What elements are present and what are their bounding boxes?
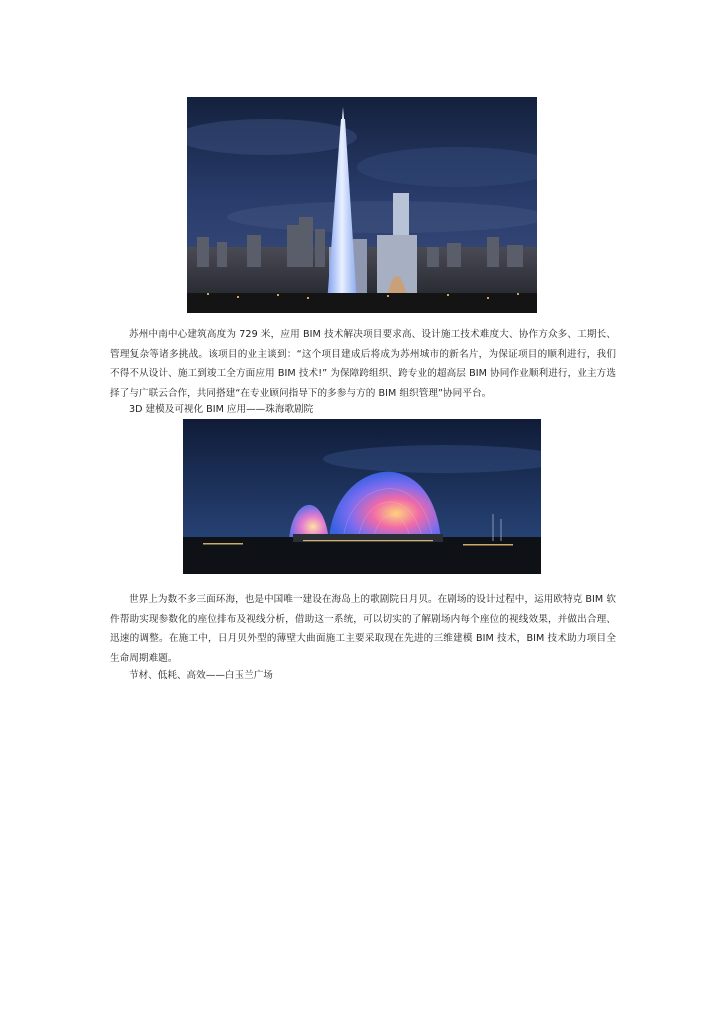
opera-house-photo [183,419,541,574]
caption-baiyulan: 节材、低耗、高效——白玉兰广场 [129,670,273,681]
caption-zhuhai: 3D 建模及可视化 BIM 应用——珠海歌剧院 [129,404,314,415]
paragraph-zhuhai-opera: 世界上为数不多三面环海，也是中国唯一建设在海岛上的歌剧院日月贝。在剧场的设计过程中，运用欧特克 BIM 软件帮助实现参数化的座位排布及视线分析，借助这一系统，可以切实的了解剧场内每个座位的视线效果，并做出合理、迅速的调整。在施工中，日月贝外型的薄壁大曲面施工主要采取现在先进的三维建模 BIM 技术，BIM 技术助力项目全生命周期难题。 [110,594,616,664]
tower-photo [187,97,537,313]
paragraph-suzhou: 苏州中南中心建筑高度为 729 米，应用 BIM 技术解决项目要求高、设计施工技术难度大、协作方众多、工期长、管理复杂等诸多挑战。该项目的业主谈到：“这个项目建成后将成为苏州城市的新名片，为保证项目的顺利进行，我们不得不从设计、施工到竣工全方面应用 BIM 技术!” 为保障跨组织、跨专业的超高层 BIM 协同作业顺利进行，业主方选择了与广联云合作，共同搭建“在专业顾问指导下的多参与方的 BIM 组织管理”协同平台。 [110,329,616,399]
